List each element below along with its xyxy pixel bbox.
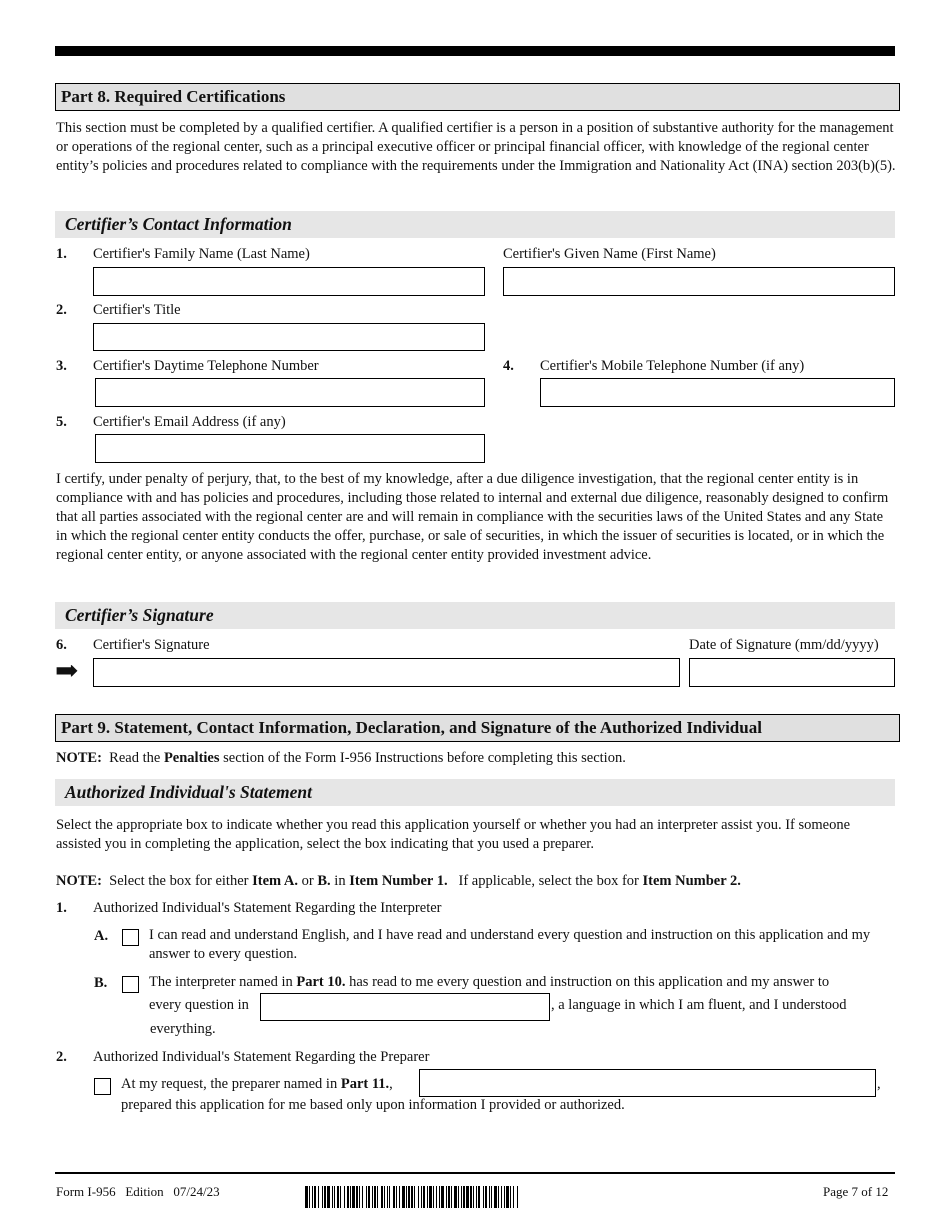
item-number-1: 1. [56, 246, 67, 262]
note2-b4: Item Number 2. [642, 873, 741, 889]
item-number-5: 5. [56, 414, 67, 430]
form-edition: Form I-956 Edition 07/24/23 [56, 1184, 220, 1199]
preparer-comma: , [389, 1076, 393, 1092]
title-input[interactable] [93, 323, 485, 351]
note2-b2: B. [317, 873, 331, 889]
statement-heading: Authorized Individual's Statement [55, 779, 895, 806]
note2-b1: Item A. [252, 873, 299, 889]
select-instructions: Select the appropriate box to indicate whether you read this application yourself or whether you had an interpreter assist you. If someone assisted you in completing the application, select the box indicating that you used a preparer. [56, 817, 851, 852]
item-number-2: 2. [56, 302, 67, 318]
item-number-4: 4. [503, 358, 514, 374]
option-a-text: I can read and understand English, and I have read and understand every question and instruction on this application and my answer to every question. [149, 927, 871, 962]
item-number-6: 6. [56, 637, 67, 653]
option-b-pre: The interpreter named in [149, 974, 293, 990]
preparer-checkbox[interactable] [94, 1078, 111, 1095]
part9-note2 [56, 872, 896, 891]
title-label: Certifier's Title [93, 302, 181, 318]
signature-date-input[interactable] [689, 658, 895, 687]
item-number-3: 3. [56, 358, 67, 374]
option-b-post: has read to me every question and instruction on this application and my answer to [349, 974, 830, 990]
option-b-line3: everything. [150, 1021, 216, 1037]
interpreter-language-input[interactable] [260, 993, 550, 1021]
note-text: Read the [109, 750, 161, 766]
part9-note [56, 749, 896, 768]
note2-t2: or [301, 873, 314, 889]
page-number: Page 7 of 12 [823, 1184, 889, 1199]
penalties-bold: Penalties [163, 750, 220, 766]
arrow-right-icon: ➡ [55, 656, 79, 687]
mobile-phone-label: Certifier's Mobile Telephone Number (if any) [540, 358, 805, 374]
option-b-part: Part 10. [296, 974, 346, 990]
mobile-phone-input[interactable] [540, 378, 895, 407]
note2-t3: in [334, 873, 346, 889]
option-a-checkbox[interactable] [122, 929, 139, 946]
barcode-bar [518, 1186, 519, 1208]
preparer-statement-label: Authorized Individual's Statement Regarding the Preparer [93, 1049, 430, 1065]
note2-t4: If applicable, select the box for [458, 873, 639, 889]
preparer-line2: prepared this application for me based only upon information I provided or authorized. [121, 1097, 625, 1113]
signature-label: Certifier's Signature [93, 637, 210, 653]
certifier-signature-input[interactable] [93, 658, 680, 687]
option-b-label: B. [94, 975, 108, 991]
certification-statement: I certify, under penalty of perjury, that, to the best of my knowledge, after a due diligence investigation, that the regional center entity is in compliance with and has policies and procedures, including those related to internal and external due diligence, reasonably designed to confirm that all parties associated with the regional center are and will remain in compliance with the securities laws of the United States and any State in which the regional center entity conducts the offer, purchase, or sale of securities, in which the issuer of securities is located, or in which the regional center entity, or anyone associated with the regional center entity provided investment advice. [56, 471, 889, 563]
option-b-line2-after: , a language in which I am fluent, and I understood [551, 997, 847, 1013]
part9-heading: Part 9. Statement, Contact Information, Declaration, and Signature of the Authorized Individual [55, 714, 900, 742]
preparer-after: , [877, 1076, 881, 1092]
option-b-checkbox[interactable] [122, 976, 139, 993]
date-label: Date of Signature (mm/dd/yyyy) [689, 637, 879, 653]
certifier-signature-heading: Certifier’s Signature [55, 602, 895, 629]
certifier-contact-heading: Certifier’s Contact Information [55, 211, 895, 238]
option-a-label: A. [94, 928, 109, 944]
part8-heading: Part 8. Required Certifications [55, 83, 900, 111]
daytime-phone-label: Certifier's Daytime Telephone Number [93, 358, 319, 374]
part8-intro: This section must be completed by a qualified certifier. A qualified certifier is a person in a position of substantive authority for the management or operations of the regional center, such as a principal executive officer or principal financial officer, with knowledge of the regional center entity’s policies and procedures related to compliance with the requirements under the Immigration and Nationality Act (INA) section 203(b)(5). [56, 120, 896, 174]
email-input[interactable] [95, 434, 485, 463]
option-b-line1 [149, 974, 829, 991]
barcode [305, 1186, 713, 1208]
p9-item-number-1: 1. [56, 900, 67, 916]
interpreter-statement-label: Authorized Individual's Statement Regarding the Interpreter [93, 900, 442, 916]
family-name-label: Certifier's Family Name (Last Name) [93, 246, 310, 262]
preparer-pre: At my request, the preparer named in [121, 1076, 338, 1092]
note-text-post: section of the Form I-956 Instructions before completing this section. [223, 750, 626, 766]
given-name-input[interactable] [503, 267, 895, 296]
preparer-part: Part 11. [340, 1076, 390, 1092]
preparer-input[interactable] [419, 1069, 876, 1097]
top-rule [55, 46, 895, 56]
given-name-label: Certifier's Given Name (First Name) [503, 246, 716, 262]
daytime-phone-input[interactable] [95, 378, 485, 407]
preparer-line1 [121, 1076, 393, 1093]
note2-t1: Select the box for either [109, 873, 249, 889]
email-label: Certifier's Email Address (if any) [93, 414, 286, 430]
p9-item-number-2: 2. [56, 1049, 67, 1065]
note2-label: NOTE: [56, 873, 102, 889]
option-b-line2: every question in [149, 997, 249, 1013]
family-name-input[interactable] [93, 267, 485, 296]
note2-b3: Item Number 1. [349, 873, 448, 889]
footer-rule [55, 1172, 895, 1174]
note-label: NOTE: [56, 750, 102, 766]
